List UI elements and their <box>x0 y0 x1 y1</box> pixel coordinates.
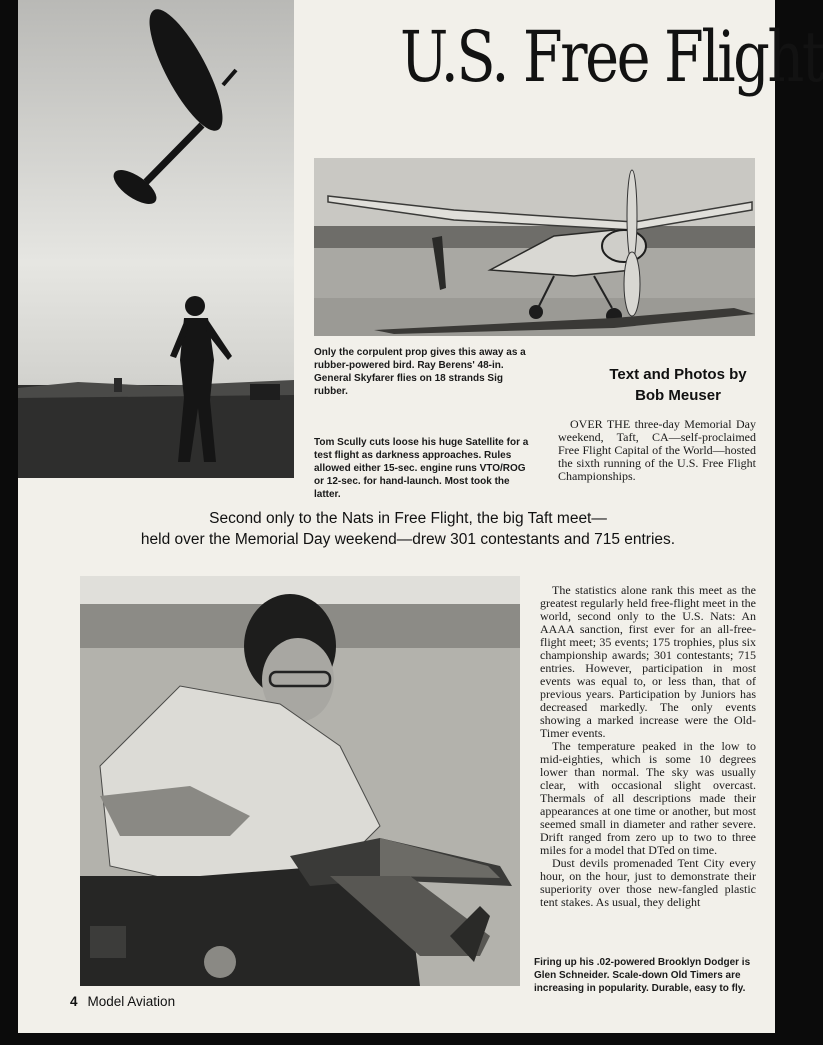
body-paragraph-3: Dust devils promenaded Tent City every hour, on the hour, just to demonstrate their superiority over those new-fangled plastic tent stakes. As usual, they delight <box>540 856 756 909</box>
deck-line-1: Second only to the Nats in Free Flight, the big Taft meet— <box>209 510 607 527</box>
intro-text: OVER THE three-day Memorial Day weekend, Taft, CA—self-proclaimed Free Flight Capital of the World—hosted the sixth running of the U.S. Free Flight Championships. <box>558 417 756 483</box>
byline-credit: Text and Photos by <box>609 366 747 383</box>
caption-builder: Firing up his .02-powered Brooklyn Dodger is Glen Schneider. Scale-down Old Timers are increasing in popularity. Durable, easy to fly. <box>534 957 751 994</box>
deck-line-2: held over the Memorial Day weekend—drew 301 contestants and 715 entries. <box>140 531 676 548</box>
byline-author: Bob Meuser <box>635 387 721 404</box>
deck-subtitle <box>38 508 778 550</box>
caption-skyfarer: Only the corpulent prop gives this away as a rubber-powered bird. Ray Berens' 48-in. General Skyfarer flies on 18 strands Sig rubber. <box>314 347 526 397</box>
photo-skyfarer <box>314 158 755 336</box>
intro-paragraph <box>558 418 756 483</box>
page-title: U.S. Free Flight <box>400 16 823 98</box>
photo-launch-silhouette <box>18 0 294 478</box>
body-paragraph-2: The temperature peaked in the low to mid-eighties, which is some 10 degrees lower than normal. The sky was usually clear, with occasional slight overcast. Thermals of all descriptions made their appearances at one time or another, but most seemed small in diameter and rather severe. Drift ranged from zero up to two to three miles for a model that DTed on time. <box>540 739 756 857</box>
article-body <box>540 584 756 909</box>
magazine-name: Model Aviation <box>87 994 176 1009</box>
magazine-page <box>18 0 823 1033</box>
builder-with-model-image <box>80 576 520 986</box>
photo-builder <box>80 576 520 986</box>
body-paragraph-1: The statistics alone rank this meet as the greatest regularly held free-flight meet in the world, second only to the U.S. Nats: An AAAA sanction, first ever for an all-free-flight meet; 35 events; 175 trophies, plus six championship awards; 301 contestants; 715 entries. However, participation in most events was equal to, or less than, that of previous years. Participation by Juniors has decreased markedly. The only events showing a marked increase were the Old-Timer events. <box>540 583 756 740</box>
page-number: 4 <box>70 994 78 1009</box>
byline <box>578 364 778 406</box>
page-footer <box>70 994 175 1009</box>
launch-silhouette-image <box>18 0 294 478</box>
caption-launch: Tom Scully cuts loose his huge Satellite for a test flight as darkness approaches. Rules allowed either 15-sec. engine runs VTO/ROG or 12-sec. for hand-launch. Most took the latter. <box>314 437 529 500</box>
skyfarer-model-image <box>314 158 755 336</box>
